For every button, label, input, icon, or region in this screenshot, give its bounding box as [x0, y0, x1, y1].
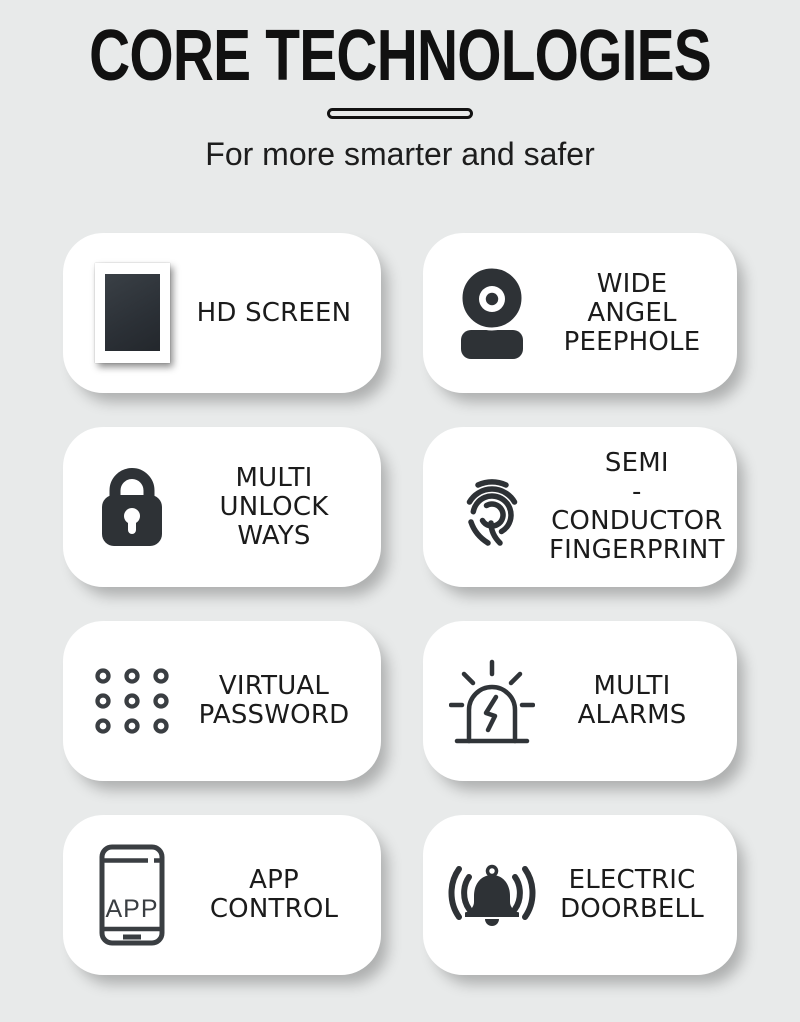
- feature-label: [189, 299, 381, 328]
- feature-line: ELECTRIC: [568, 865, 696, 895]
- feature-card-hd-screen: [63, 233, 381, 393]
- siren-icon: [435, 657, 549, 745]
- feature-line: MULTI: [593, 671, 671, 701]
- feature-label: [549, 866, 737, 924]
- page-subtitle: For more smarter and safer: [205, 136, 595, 172]
- feature-card-multi-alarms: [423, 621, 737, 781]
- feature-card-multi-unlock-ways: [63, 427, 381, 587]
- feature-line: VIRTUAL: [218, 671, 330, 701]
- feature-line: HD SCREEN: [196, 297, 352, 328]
- feature-grid: [63, 233, 737, 975]
- feature-card-semiconductor-fingerprint: [423, 427, 737, 587]
- feature-line: WIDE ANGEL: [587, 268, 677, 328]
- screen-icon: [75, 263, 189, 363]
- feature-line: ALARMS: [577, 700, 687, 730]
- feature-card-wide-angel-peephole: [423, 233, 737, 393]
- feature-line: FINGERPRINT: [549, 535, 725, 565]
- feature-line: UNLOCK: [219, 491, 329, 522]
- feature-label: [189, 866, 381, 924]
- feature-line: SEMI: [604, 448, 669, 478]
- feature-label: [549, 270, 737, 357]
- feature-label: [549, 672, 737, 730]
- feature-label: [189, 672, 381, 730]
- header: [0, 0, 800, 172]
- webcam-icon: [435, 266, 549, 360]
- feature-card-virtual-password: [63, 621, 381, 781]
- keypad-icon: [75, 666, 189, 736]
- feature-card-electric-doorbell: [423, 815, 737, 975]
- feature-label: [189, 464, 381, 551]
- fingerprint-icon: [435, 465, 549, 549]
- smartphone-icon-text: APP: [105, 895, 159, 923]
- feature-label: [549, 449, 747, 565]
- divider-pill: [327, 108, 473, 119]
- feature-card-app-control: [63, 815, 381, 975]
- feature-line: MULTI: [235, 462, 313, 493]
- padlock-icon: [75, 468, 189, 546]
- page-title: CORE TECHNOLOGIES: [89, 16, 711, 96]
- feature-line: PASSWORD: [198, 700, 350, 730]
- feature-line: APP CONTROL: [209, 865, 339, 924]
- feature-line: DOORBELL: [560, 894, 704, 924]
- feature-line: PEEPHOLE: [563, 326, 701, 357]
- feature-line: -CONDUCTOR: [551, 477, 723, 536]
- bell-icon: [435, 863, 549, 927]
- smartphone-icon: [75, 844, 189, 946]
- feature-line: WAYS: [237, 520, 311, 551]
